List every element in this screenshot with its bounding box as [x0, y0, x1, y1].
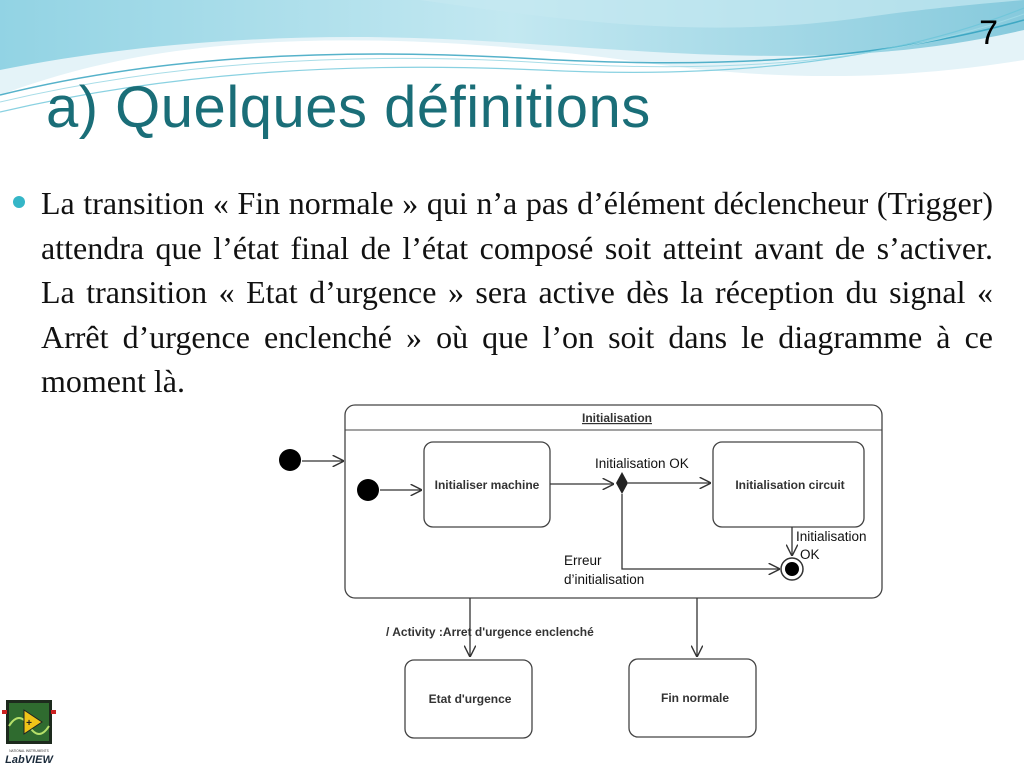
state-etat-urgence-label: Etat d'urgence — [428, 692, 512, 706]
inner-initial-node — [357, 479, 379, 501]
slide-title: a) Quelques définitions — [46, 75, 651, 140]
bullet-paragraph: La transition « Fin normale » qui n’a pas d’élément déclencheur (Trigger) attendra que l’état final de l’état composé soit atteint avant de s’activer. La transition « Etat d’urgence » sera active dès la réception du signal « Arrêt d’urgence enclenché » où que l’on soit dans le diagramme à ce moment là. — [41, 185, 993, 400]
label-activity: / Activity :Arret d'urgence enclenché — [386, 625, 594, 639]
state-fin-normale-label: Fin normale — [660, 691, 730, 705]
page-number: 7 — [979, 14, 998, 52]
state-initialisation-circuit-label: Initialisation circuit — [735, 478, 845, 492]
composite-state-label: Initialisation — [581, 411, 653, 425]
svg-text:+: + — [26, 718, 32, 729]
label-erreur-line2: d’initialisation — [564, 572, 645, 587]
label-erreur-line1: Erreur — [564, 553, 602, 568]
logo-name: LabVIEW — [5, 754, 53, 766]
outer-initial-node — [279, 449, 301, 471]
logo-small-text: NATIONAL INSTRUMENTS — [9, 749, 49, 753]
final-node-inner — [785, 562, 799, 576]
label-init-ok-2-line1: Initialisation — [796, 529, 867, 544]
label-init-ok-2-line2: OK — [800, 547, 820, 562]
labview-logo-icon — [2, 698, 56, 766]
state-initialiser-machine-label: Initialiser machine — [434, 478, 540, 492]
label-init-ok: Initialisation OK — [595, 456, 689, 471]
